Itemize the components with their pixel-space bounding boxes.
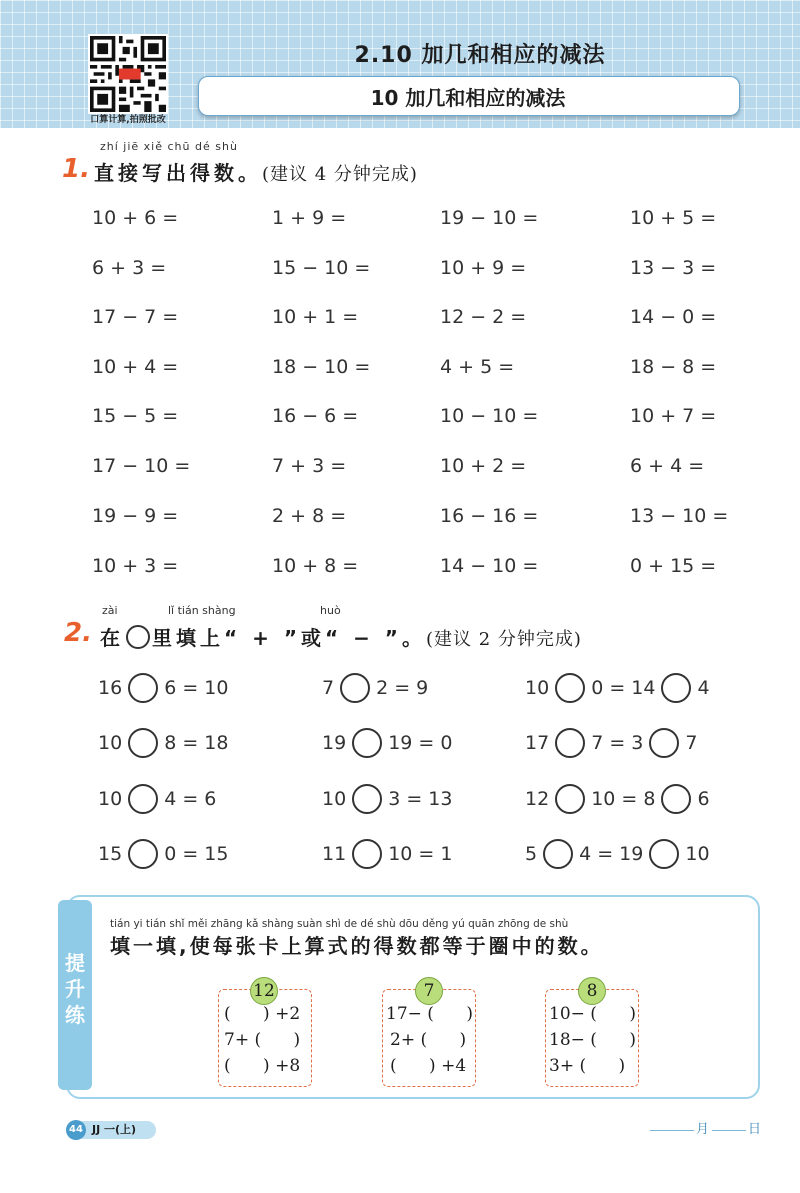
fill-equation [525, 673, 710, 703]
equation[interactable]: 10 + 7 = [630, 405, 717, 427]
equation[interactable]: 6 + 4 = [630, 455, 705, 477]
page-subtitle: 10 加几和相应的减法 [370, 86, 566, 110]
operand: 11 [322, 843, 347, 865]
operand: 19 [322, 732, 347, 754]
equation[interactable]: 10 + 9 = [440, 257, 527, 279]
fill-equation [322, 784, 452, 814]
operand: 4 = 6 [164, 788, 217, 810]
equation[interactable]: 13 − 10 = [630, 505, 729, 527]
equation[interactable]: 1 + 9 = [272, 207, 347, 229]
equation[interactable]: 10 + 6 = [92, 207, 179, 229]
operand: 8 = 18 [164, 732, 229, 754]
operator-blank[interactable] [649, 839, 679, 869]
operand: 7 [685, 732, 698, 754]
equation[interactable]: 19 − 10 = [440, 207, 539, 229]
fill-equation [98, 673, 228, 703]
practice-side-label [64, 950, 86, 1028]
equation[interactable]: 10 + 1 = [272, 306, 359, 328]
operand: 10 [525, 677, 550, 699]
q1-number: 1. [62, 154, 90, 184]
card-equation[interactable]: ( ) +8 [224, 1056, 301, 1076]
qr-caption: 口算计算,拍照批改 [90, 115, 166, 125]
operand: 0 = 14 [591, 677, 656, 699]
equation[interactable]: 13 − 3 = [630, 257, 717, 279]
q2-number: 2. [64, 618, 92, 648]
operator-blank[interactable] [661, 673, 691, 703]
equation[interactable]: 4 + 5 = [440, 356, 515, 378]
side-char: 升 [65, 977, 85, 1001]
card-equation[interactable]: 17− ( ) [386, 1004, 473, 1024]
q2-pinyin-huo: huò [320, 604, 341, 617]
equation[interactable]: 18 − 8 = [630, 356, 717, 378]
operand: 6 [697, 788, 710, 810]
q1-note: (建议 4 分钟完成) [262, 164, 418, 185]
target-number-badge: 8 [578, 977, 606, 1005]
qr-code[interactable] [88, 34, 168, 114]
operand: 4 [697, 677, 710, 699]
card-equation[interactable]: 2+ ( ) [390, 1030, 467, 1050]
q2-pinyin-zai: zài [102, 604, 118, 617]
fill-equation [525, 839, 710, 869]
operator-blank[interactable] [555, 728, 585, 758]
equation[interactable]: 14 − 10 = [440, 555, 539, 577]
operator-blank[interactable] [555, 784, 585, 814]
operator-blank[interactable] [555, 673, 585, 703]
card-equation[interactable]: ( ) +4 [390, 1056, 467, 1076]
day-blank-line[interactable] [712, 1130, 746, 1131]
q2-text-a: 在 [100, 626, 124, 650]
card-equation[interactable]: ( ) +2 [224, 1004, 301, 1024]
operator-blank[interactable] [128, 728, 158, 758]
operand: 3 = 13 [388, 788, 453, 810]
equation[interactable]: 17 − 7 = [92, 306, 179, 328]
operator-blank[interactable] [352, 728, 382, 758]
equation[interactable]: 10 + 5 = [630, 207, 717, 229]
operator-blank[interactable] [352, 839, 382, 869]
operand: 7 = 3 [591, 732, 644, 754]
operand: 5 [525, 843, 538, 865]
operator-blank[interactable] [352, 784, 382, 814]
operator-blank[interactable] [340, 673, 370, 703]
target-number-badge: 12 [250, 977, 278, 1005]
fill-equation [98, 839, 228, 869]
operand: 10 [98, 732, 123, 754]
q2-pinyin-li: lǐ tián shàng [168, 604, 236, 617]
equation[interactable]: 18 − 10 = [272, 356, 371, 378]
equation[interactable]: 10 + 2 = [440, 455, 527, 477]
month-label: 月 [696, 1122, 710, 1137]
target-number-badge: 7 [415, 977, 443, 1005]
equation[interactable]: 16 − 6 = [272, 405, 359, 427]
operator-blank[interactable] [661, 784, 691, 814]
operand: 19 = 0 [388, 732, 453, 754]
fill-equation [98, 784, 216, 814]
operand: 6 = 10 [164, 677, 229, 699]
fill-equation [98, 728, 228, 758]
operator-blank[interactable] [128, 839, 158, 869]
operand: 2 = 9 [376, 677, 429, 699]
circle-icon [126, 625, 150, 649]
q1-instruction [94, 157, 418, 186]
equation[interactable]: 15 − 5 = [92, 405, 179, 427]
q2-text-b: 里填上“ + ”或“ − ”。 [152, 626, 426, 650]
equation[interactable]: 10 + 8 = [272, 555, 359, 577]
side-char: 练 [65, 1003, 85, 1027]
fill-equation [525, 784, 710, 814]
operand: 7 [322, 677, 335, 699]
month-blank-line[interactable] [650, 1130, 694, 1131]
page-number: 44 [66, 1120, 86, 1140]
operand: 15 [98, 843, 123, 865]
card-equation[interactable]: 7+ ( ) [224, 1030, 301, 1050]
equation[interactable]: 12 − 2 = [440, 306, 527, 328]
q1-text: 直接写出得数。 [94, 161, 262, 185]
q1-pinyin: zhí jiē xiě chū dé shù [100, 140, 238, 153]
equation[interactable]: 17 − 10 = [92, 455, 191, 477]
equation[interactable]: 19 − 9 = [92, 505, 179, 527]
card-equation[interactable]: 3+ ( ) [549, 1056, 626, 1076]
page-title: 2.10 加几和相应的减法 [354, 43, 606, 68]
fill-equation [322, 673, 428, 703]
day-label: 日 [748, 1122, 762, 1137]
equation[interactable]: 6 + 3 = [92, 257, 167, 279]
equation[interactable]: 10 + 4 = [92, 356, 179, 378]
practice-instruction: 填一填,使每张卡上算式的得数都等于圈中的数。 [110, 934, 604, 958]
operator-blank[interactable] [649, 728, 679, 758]
operand: 10 [322, 788, 347, 810]
operand: 10 [685, 843, 710, 865]
card-equation[interactable]: 18− ( ) [549, 1030, 636, 1050]
operand: 10 [98, 788, 123, 810]
operator-blank[interactable] [128, 673, 158, 703]
operand: 0 = 15 [164, 843, 229, 865]
operand: 12 [525, 788, 550, 810]
fill-equation [322, 728, 452, 758]
equation[interactable]: 7 + 3 = [272, 455, 347, 477]
operand: 17 [525, 732, 550, 754]
equation[interactable]: 14 − 0 = [630, 306, 717, 328]
q2-instruction [100, 622, 582, 651]
operand: 10 = 1 [388, 843, 453, 865]
fill-equation [525, 728, 697, 758]
equation[interactable]: 2 + 8 = [272, 505, 347, 527]
operand: 16 [98, 677, 123, 699]
q2-note: (建议 2 分钟完成) [425, 629, 582, 650]
card-equation[interactable]: 10− ( ) [549, 1004, 636, 1024]
qr-code-graphic [90, 36, 166, 112]
operator-blank[interactable] [128, 784, 158, 814]
edition-tab: JJ 一(上) [82, 1121, 156, 1139]
equation[interactable]: 10 − 10 = [440, 405, 539, 427]
equation[interactable]: 15 − 10 = [272, 257, 371, 279]
operand: 4 = 19 [579, 843, 644, 865]
operator-blank[interactable] [543, 839, 573, 869]
operand: 10 = 8 [591, 788, 656, 810]
equation[interactable]: 16 − 16 = [440, 505, 539, 527]
side-char: 提 [65, 951, 85, 975]
equation[interactable]: 0 + 15 = [630, 555, 717, 577]
fill-equation [322, 839, 452, 869]
practice-pinyin: tián yi tián shǐ měi zhāng kǎ shàng suàn shì de dé shù dōu děng yú quān zhōng de shù [110, 918, 569, 930]
equation[interactable]: 10 + 3 = [92, 555, 179, 577]
